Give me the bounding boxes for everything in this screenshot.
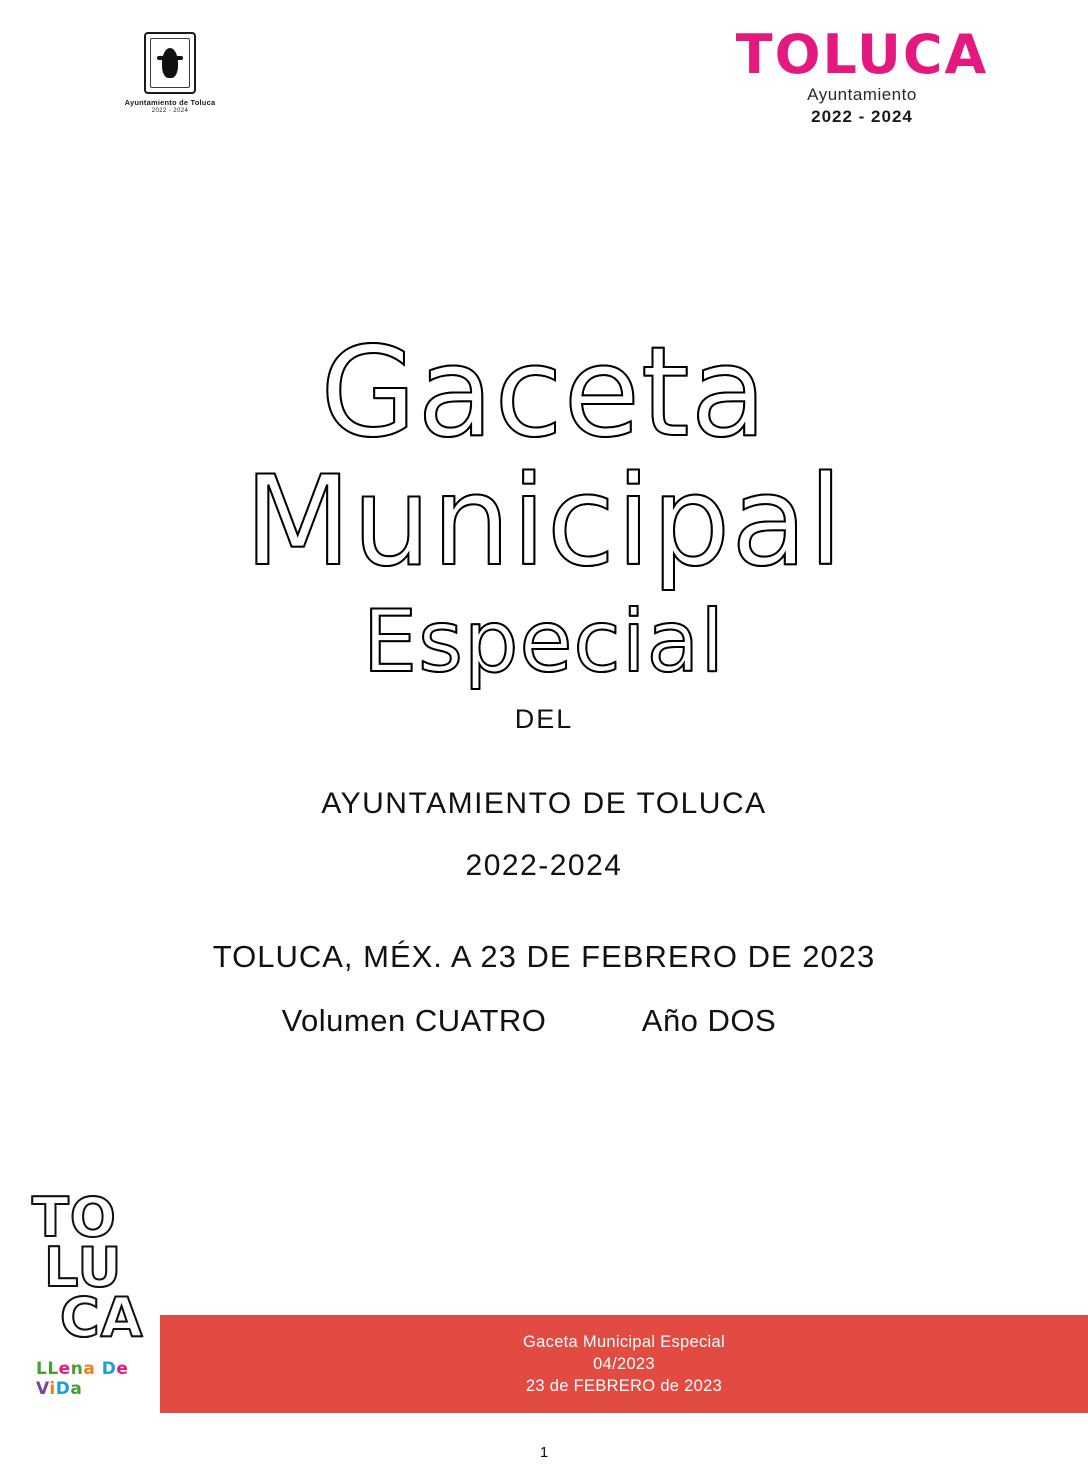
coat-of-arms-figure xyxy=(162,48,178,78)
cover-title-line-2: Municipal xyxy=(244,450,844,594)
llena-de-vida-tagline: LLena De ViDa xyxy=(36,1359,129,1399)
footer-issue-number: 04/2023 xyxy=(593,1355,655,1373)
brand-subtitle: Ayuntamiento xyxy=(807,85,917,104)
footer-bar xyxy=(160,1315,1088,1413)
cover-title-area xyxy=(0,321,1088,1039)
cover-volume-row xyxy=(0,1003,1088,1039)
toluca-brand-block xyxy=(722,23,1002,127)
page-header xyxy=(0,0,1088,150)
llena-logo-line-2: LU xyxy=(44,1236,123,1299)
llena-logo-line-1: TO xyxy=(32,1186,117,1249)
cover-place-date: TOLUCA, MÉX. A 23 DE FEBRERO DE 2023 xyxy=(212,939,876,974)
llena-logo-line-3: CA xyxy=(60,1286,144,1349)
toluca-llena-de-vida-logo xyxy=(30,1186,170,1399)
cover-volume: Volumen CUATRO xyxy=(281,1003,547,1038)
cover-issuer: AYUNTAMIENTO DE TOLUCA xyxy=(321,787,767,820)
brand-years: 2022 - 2024 xyxy=(811,107,913,126)
footer-title: Gaceta Municipal Especial xyxy=(523,1333,725,1351)
cover-year: Año DOS xyxy=(641,1003,777,1038)
footer-date: 23 de FEBRERO de 2023 xyxy=(525,1377,723,1395)
cover-period: 2022-2024 xyxy=(465,849,623,882)
coat-of-arms-name: Ayuntamiento de Toluca xyxy=(124,98,216,107)
brand-wordmark: TOLUCA xyxy=(735,23,989,86)
coat-of-arms-block xyxy=(90,32,250,114)
toluca-coat-of-arms-icon xyxy=(144,32,196,94)
page-number: 1 xyxy=(539,1444,549,1461)
cover-del-label: DEL xyxy=(514,704,574,734)
cover-title-line-1: Gaceta xyxy=(320,321,768,465)
llena-de-vida-mark xyxy=(30,1186,150,1351)
cover-title-line-3: Especial xyxy=(362,592,726,692)
coat-of-arms-years: 2022 - 2024 xyxy=(151,108,189,114)
